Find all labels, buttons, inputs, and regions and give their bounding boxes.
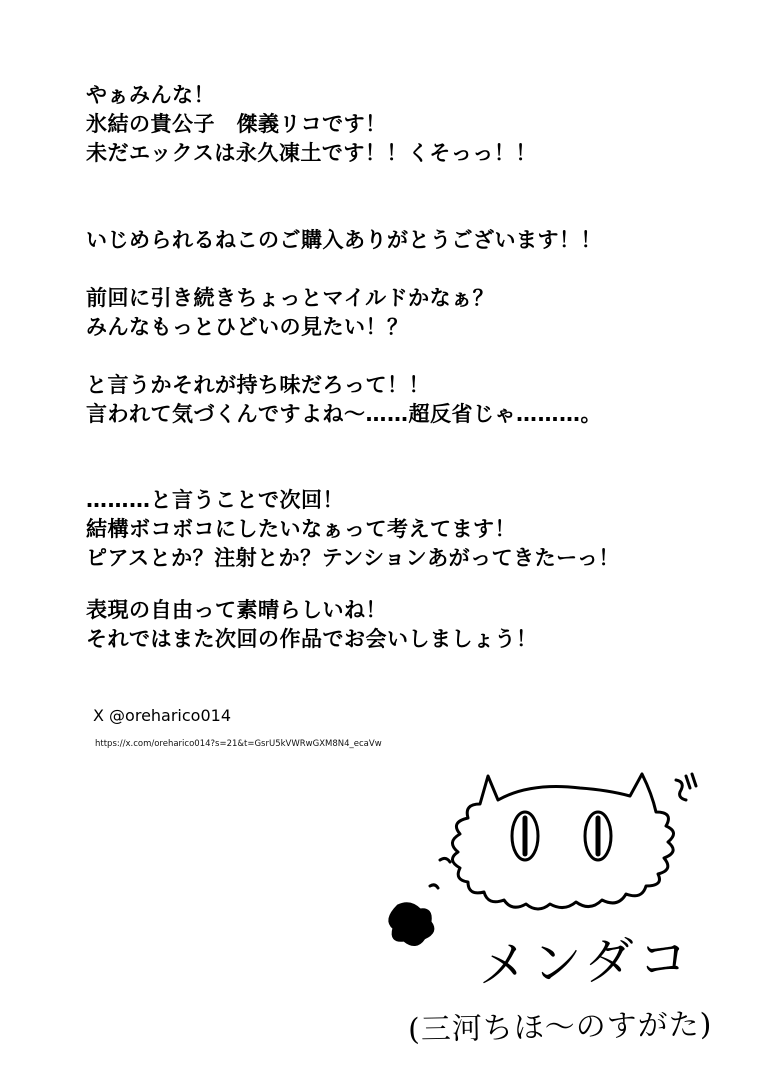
signature-name: メンダコ xyxy=(477,929,694,995)
text-line: 未だエックスは永久凍土です！！くそっっ！！ xyxy=(86,141,537,165)
mild-paragraph xyxy=(86,284,494,342)
profile-url[interactable]: https://x.com/oreharico014?s=21&t=GsrU5kVWRwGXM8N4_ecaVw xyxy=(95,739,382,749)
thanks-paragraph xyxy=(86,226,602,255)
closing-paragraph xyxy=(86,596,538,654)
text-line: やぁみんな！ xyxy=(86,83,215,107)
text-line: ………と言うことで次回！ xyxy=(86,488,344,512)
text-line: 氷結の貴公子 傑義リコです！ xyxy=(86,112,387,136)
text-line: いじめられるねこのご購入ありがとうございます！！ xyxy=(86,228,602,252)
x-handle[interactable]: X @oreharico014 xyxy=(93,706,231,725)
text-line: 結構ボコボコにしたいなぁって考えてます！ xyxy=(86,517,516,541)
text-line: と言うかそれが持ち味だろって！！ xyxy=(86,373,430,397)
text-line: ピアスとか？注射とか？テンションあがってきたーっ！ xyxy=(86,546,620,570)
next-time-paragraph xyxy=(86,486,620,573)
greeting-paragraph xyxy=(86,81,537,168)
text-line: それではまた次回の作品でお会いしましょう！ xyxy=(86,627,538,651)
text-line: 表現の自由って素晴らしいね！ xyxy=(86,598,387,622)
reflection-paragraph xyxy=(86,371,602,429)
text-line: 前回に引き続きちょっとマイルドかなぁ？ xyxy=(86,286,495,310)
text-line: 言われて気づくんですよね〜……超反省じゃ………。 xyxy=(86,402,602,426)
text-line: みんなもっとひどいの見たい！？ xyxy=(86,315,409,339)
signature-caption: (三河ちほ〜のすがた) xyxy=(407,1007,713,1048)
